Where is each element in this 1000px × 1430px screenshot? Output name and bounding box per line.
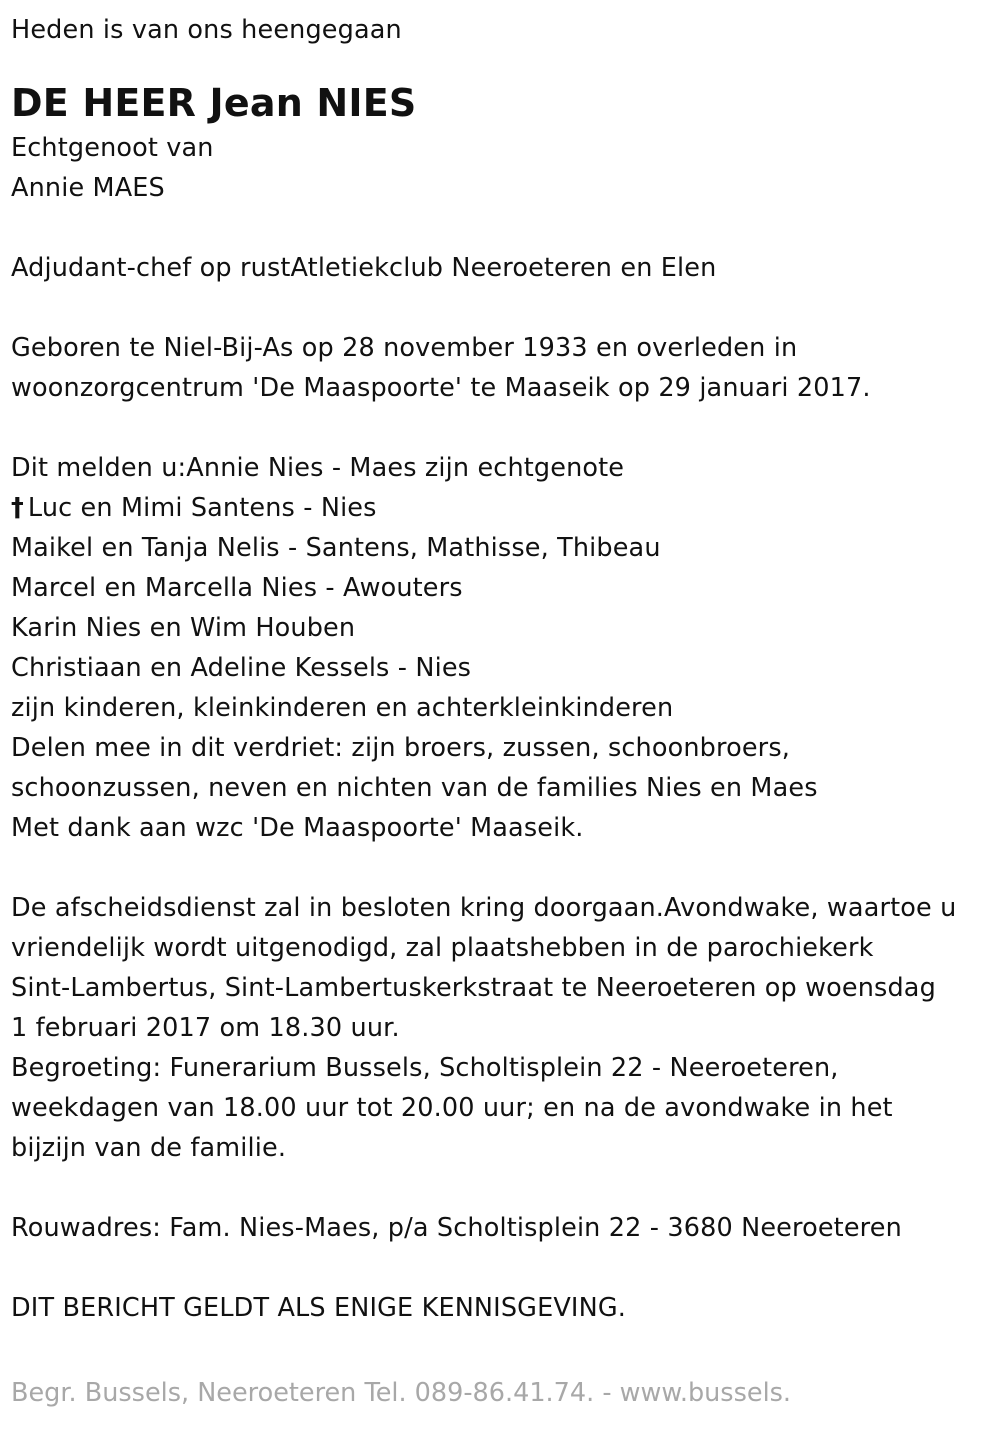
- spacer: [11, 208, 1000, 248]
- announcer-line: Karin Nies en Wim Houben: [11, 613, 356, 643]
- spacer: [11, 848, 1000, 888]
- announcer-line: Christiaan en Adeline Kessels - Nies: [11, 653, 472, 683]
- announcer-line: schoonzussen, neven en nichten van de families Nies en Maes: [11, 773, 818, 803]
- announcer-line: zijn kinderen, kleinkinderen en achterkleinkinderen: [11, 693, 674, 723]
- announcer-line: Marcel en Marcella Nies - Awouters: [11, 573, 463, 603]
- spouse-label: Echtgenoot van: [11, 133, 214, 163]
- service-line: Begroeting: Funerarium Bussels, Scholtisplein 22 - Neeroeteren,: [11, 1053, 839, 1083]
- spacer: [11, 1168, 1000, 1208]
- spacer: [11, 408, 1000, 448]
- announcer-line: Maikel en Tanja Nelis - Santens, Mathisse, Thibeau: [11, 533, 661, 563]
- announcers-first-line: Dit melden u:Annie Nies - Maes zijn echtgenote: [11, 453, 625, 483]
- spouse-name: Annie MAES: [11, 173, 165, 203]
- notice-text: DIT BERICHT GELDT ALS ENIGE KENNISGEVING.: [11, 1293, 626, 1323]
- spacer: [11, 1248, 1000, 1288]
- service-line: 1 februari 2017 om 18.30 uur.: [11, 1013, 400, 1043]
- spacer: [11, 288, 1000, 328]
- deceased-name: DE HEER Jean NIES: [11, 81, 417, 125]
- funeral-home-footer: Begr. Bussels, Neeroeteren Tel. 089-86.41.74. - www.bussels.: [11, 1378, 792, 1408]
- service-line: bijzijn van de familie.: [11, 1133, 287, 1163]
- birth-death-line: Geboren te Niel-Bij-As op 28 november 1933 en overleden in: [11, 333, 798, 363]
- mourning-address: Rouwadres: Fam. Nies-Maes, p/a Scholtisplein 22 - 3680 Neeroeteren: [11, 1213, 902, 1243]
- service-line: vriendelijk wordt uitgenodigd, zal plaatshebben in de parochiekerk: [11, 933, 874, 963]
- deceased-child-name: Luc en Mimi Santens - Nies: [27, 493, 377, 523]
- intro-text: Heden is van ons heengegaan: [11, 15, 402, 45]
- service-line: Sint-Lambertus, Sint-Lambertuskerkstraat te Neeroeteren op woensdag: [11, 973, 936, 1003]
- announcer-line: Met dank aan wzc 'De Maaspoorte' Maaseik.: [11, 813, 584, 843]
- deceased-child-line: [11, 488, 1000, 528]
- birth-death-line: woonzorgcentrum 'De Maaspoorte' te Maaseik op 29 januari 2017.: [11, 373, 871, 403]
- announcer-line: Delen mee in dit verdriet: zijn broers, zussen, schoonbroers,: [11, 733, 791, 763]
- service-line: weekdagen van 18.00 uur tot 20.00 uur; en na de avondwake in het: [11, 1093, 893, 1123]
- service-line: De afscheidsdienst zal in besloten kring doorgaan.Avondwake, waartoe u: [11, 893, 957, 923]
- occupation-text: Adjudant-chef op rustAtletiekclub Neeroeteren en Elen: [11, 253, 717, 283]
- cross-icon: †: [11, 493, 24, 523]
